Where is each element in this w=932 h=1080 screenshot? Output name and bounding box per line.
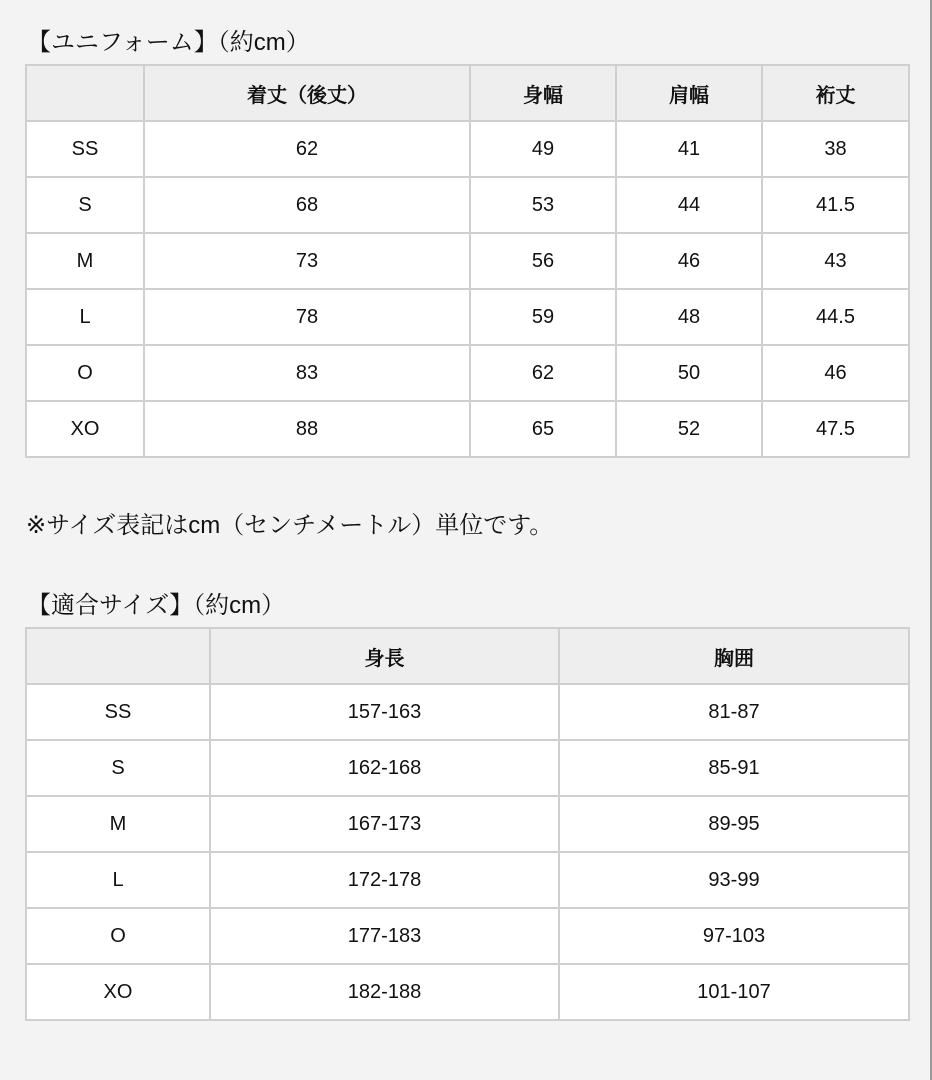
- table-row: [26, 964, 909, 1020]
- size-cell: M: [26, 796, 210, 852]
- header-body-width: 身幅: [470, 65, 616, 121]
- uniform-size-table: [25, 64, 910, 458]
- header-shoulder-width: 肩幅: [616, 65, 762, 121]
- table-cell: 46: [616, 233, 762, 289]
- unit-note: ※サイズ表記はcm（センチメートル）単位です。: [26, 512, 554, 539]
- table-cell: 44.5: [762, 289, 909, 345]
- table-cell: 177-183: [210, 908, 559, 964]
- table-cell: 93-99: [559, 852, 909, 908]
- table-cell: 73: [144, 233, 470, 289]
- fit-section-title: 【適合サイズ】（約cm）: [27, 592, 286, 619]
- table-cell: 47.5: [762, 401, 909, 457]
- table-cell: 48: [616, 289, 762, 345]
- size-cell: SS: [26, 121, 144, 177]
- table-cell: 83: [144, 345, 470, 401]
- size-cell: O: [26, 908, 210, 964]
- table-cell: 56: [470, 233, 616, 289]
- table-row: [26, 740, 909, 796]
- table-row: [26, 121, 909, 177]
- size-cell: O: [26, 345, 144, 401]
- size-cell: SS: [26, 684, 210, 740]
- table-cell: 182-188: [210, 964, 559, 1020]
- table-cell: 49: [470, 121, 616, 177]
- uniform-section-title: 【ユニフォーム】（約cm）: [27, 29, 310, 56]
- table-cell: 172-178: [210, 852, 559, 908]
- table-cell: 41: [616, 121, 762, 177]
- table-cell: 167-173: [210, 796, 559, 852]
- table-cell: 85-91: [559, 740, 909, 796]
- table-row: [26, 796, 909, 852]
- table-cell: 162-168: [210, 740, 559, 796]
- header-sleeve-length: 裄丈: [762, 65, 909, 121]
- table-row: [26, 852, 909, 908]
- table-header-row: [26, 65, 909, 121]
- table-cell: 53: [470, 177, 616, 233]
- table-cell: 157-163: [210, 684, 559, 740]
- table-cell: 81-87: [559, 684, 909, 740]
- header-size: [26, 628, 210, 684]
- header-height: 身長: [210, 628, 559, 684]
- size-cell: S: [26, 740, 210, 796]
- size-cell: S: [26, 177, 144, 233]
- table-row: [26, 345, 909, 401]
- table-cell: 62: [144, 121, 470, 177]
- header-chest: 胸囲: [559, 628, 909, 684]
- table-cell: 62: [470, 345, 616, 401]
- table-cell: 41.5: [762, 177, 909, 233]
- size-cell: XO: [26, 964, 210, 1020]
- table-cell: 97-103: [559, 908, 909, 964]
- table-cell: 43: [762, 233, 909, 289]
- table-cell: 101-107: [559, 964, 909, 1020]
- table-cell: 68: [144, 177, 470, 233]
- table-cell: 89-95: [559, 796, 909, 852]
- table-cell: 78: [144, 289, 470, 345]
- table-row: [26, 289, 909, 345]
- size-cell: L: [26, 852, 210, 908]
- table-cell: 88: [144, 401, 470, 457]
- table-cell: 52: [616, 401, 762, 457]
- table-cell: 65: [470, 401, 616, 457]
- table-cell: 38: [762, 121, 909, 177]
- table-row: [26, 233, 909, 289]
- size-cell: M: [26, 233, 144, 289]
- size-cell: L: [26, 289, 144, 345]
- table-header-row: [26, 628, 909, 684]
- table-cell: 59: [470, 289, 616, 345]
- table-row: [26, 684, 909, 740]
- table-cell: 46: [762, 345, 909, 401]
- table-cell: 50: [616, 345, 762, 401]
- size-cell: XO: [26, 401, 144, 457]
- header-size: [26, 65, 144, 121]
- table-row: [26, 177, 909, 233]
- table-row: [26, 401, 909, 457]
- table-row: [26, 908, 909, 964]
- table-cell: 44: [616, 177, 762, 233]
- fit-size-table: [25, 627, 910, 1021]
- header-length: 着丈（後丈）: [144, 65, 470, 121]
